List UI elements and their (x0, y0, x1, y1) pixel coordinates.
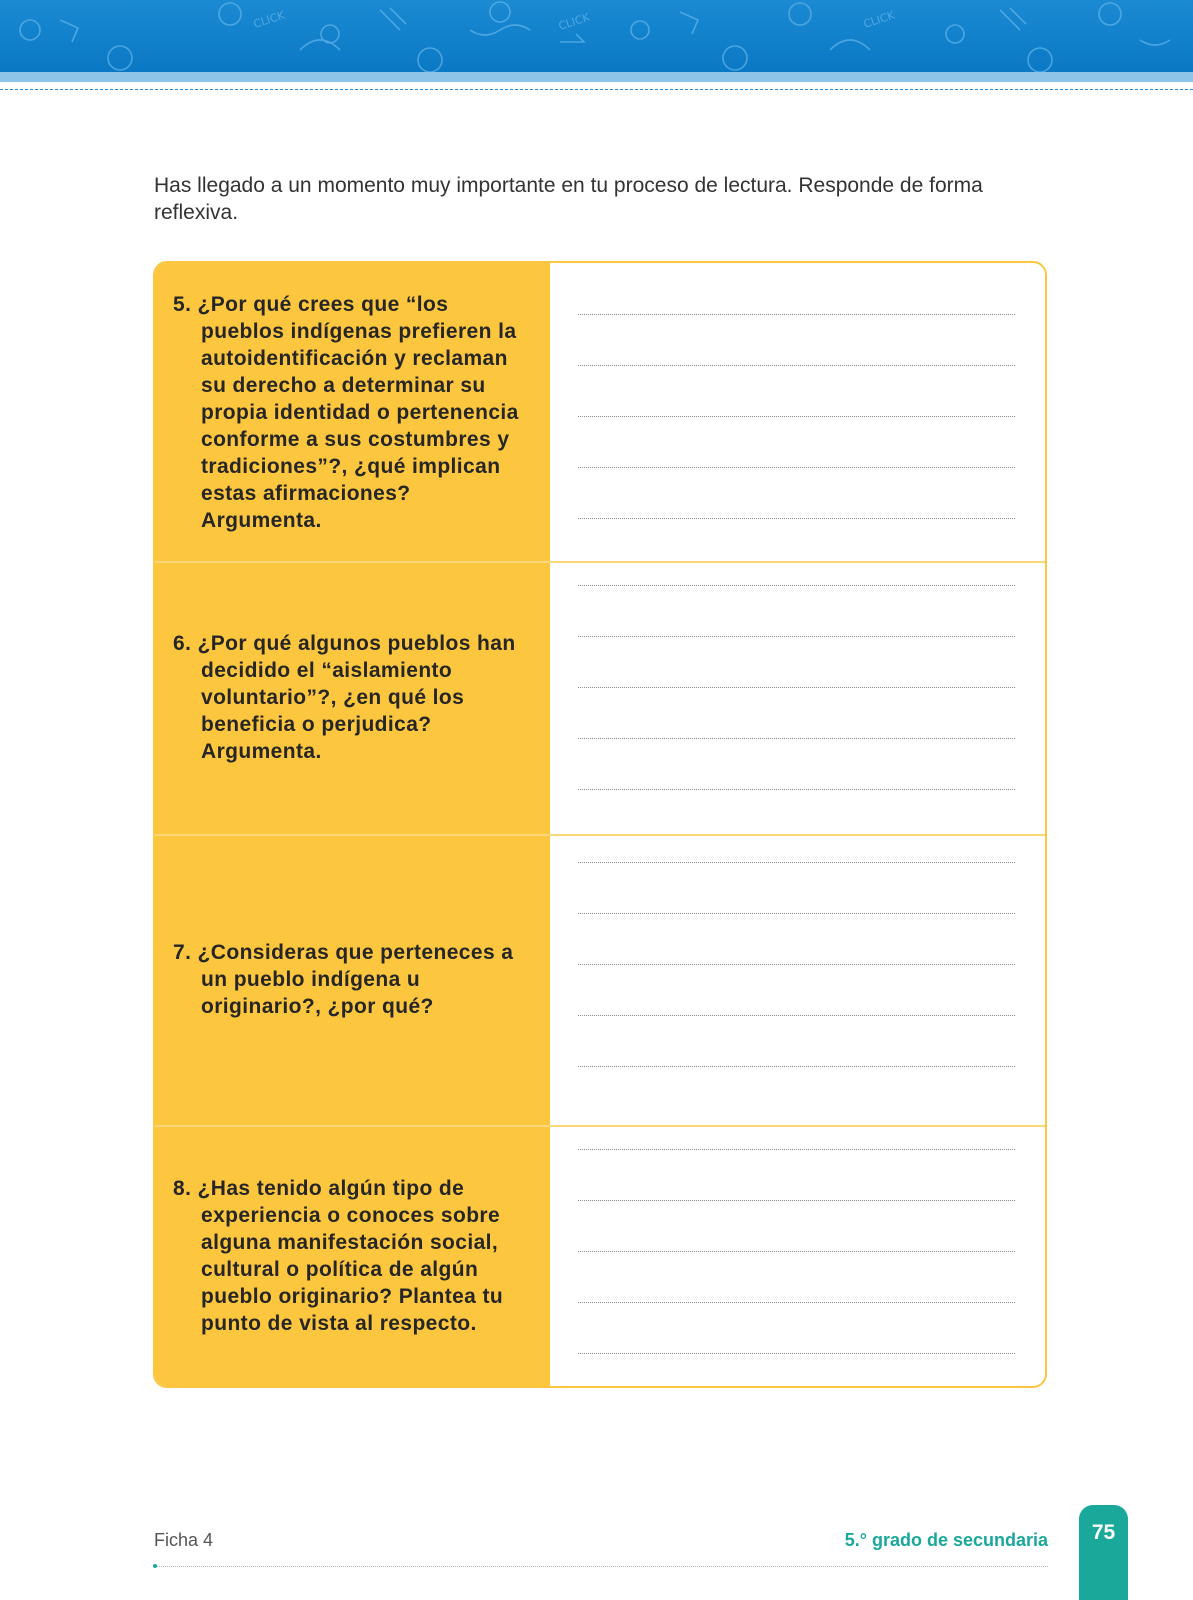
question-table (153, 261, 1047, 1388)
page-number: 75 (1091, 1521, 1116, 1544)
answer-area-8[interactable] (550, 1125, 1045, 1386)
answer-area-5[interactable] (550, 263, 1045, 561)
answer-line[interactable] (578, 1302, 1015, 1303)
page-number-tab (1079, 1505, 1128, 1600)
banner-strip (0, 72, 1193, 82)
question-cell (155, 834, 550, 1125)
answer-line[interactable] (578, 1066, 1015, 1067)
answer-area-6[interactable] (550, 561, 1045, 834)
answer-area-7[interactable] (550, 834, 1045, 1125)
intro-text: Has llegado a un momento muy importante en tu proceso de lectura. Responde de forma reflexiva. (154, 174, 983, 224)
answer-line[interactable] (578, 314, 1015, 315)
answer-line[interactable] (578, 1149, 1015, 1150)
footer-grade: 5.° grado de secundaria (844, 1530, 1048, 1550)
question-7-text: 7. ¿Consideras que perteneces a un pueblo indígena u originario?, ¿por qué? (173, 941, 514, 1018)
question-row-7 (155, 834, 1045, 1127)
svg-text:CLICK: CLICK (251, 8, 287, 31)
answer-line[interactable] (578, 862, 1015, 863)
footer-ficha: Ficha 4 (154, 1530, 214, 1550)
question-cell (155, 561, 550, 834)
answer-line[interactable] (578, 1200, 1015, 1201)
svg-text:CLICK: CLICK (861, 8, 897, 31)
question-row-6 (155, 561, 1045, 836)
answer-line[interactable] (578, 1251, 1015, 1252)
answer-line[interactable] (578, 518, 1015, 519)
answer-line[interactable] (578, 636, 1015, 637)
banner-doodles (0, 0, 1193, 72)
question-5-text: 5. ¿Por qué crees que “los pueblos indígenas prefieren la autoidentificación y reclaman su derecho a determinar su propia identidad o pertenencia conforme a sus costumbres y tradiciones”?, ¿qué implican estas afirmaciones? Argumenta. (173, 292, 519, 532)
answer-line[interactable] (578, 365, 1015, 366)
question-row-8 (155, 1125, 1045, 1386)
answer-line[interactable] (578, 913, 1015, 914)
question-6-text: 6. ¿Por qué algunos pueblos han decidido el “aislamiento voluntario”?, ¿en qué los beneficia o perjudica? Argumenta. (173, 632, 516, 763)
footer-dot (153, 1564, 157, 1568)
answer-line[interactable] (578, 416, 1015, 417)
svg-text:CLICK: CLICK (556, 10, 592, 33)
answer-line[interactable] (578, 789, 1015, 790)
footer-dotted-rule (155, 1566, 1048, 1567)
answer-line[interactable] (578, 1353, 1015, 1354)
answer-line[interactable] (578, 585, 1015, 586)
question-cell (155, 263, 550, 561)
header-dashed-divider (0, 89, 1193, 90)
answer-line[interactable] (578, 687, 1015, 688)
question-8-text: 8. ¿Has tenido algún tipo de experiencia o conoces sobre alguna manifestación social, cultural o política de algún pueblo originario? Plantea tu punto de vista al respecto. (173, 1176, 504, 1335)
answer-line[interactable] (578, 1015, 1015, 1016)
question-cell (155, 1125, 550, 1386)
question-row-5 (155, 263, 1045, 563)
answer-line[interactable] (578, 964, 1015, 965)
header-banner (0, 0, 1193, 72)
answer-line[interactable] (578, 738, 1015, 739)
answer-line[interactable] (578, 467, 1015, 468)
